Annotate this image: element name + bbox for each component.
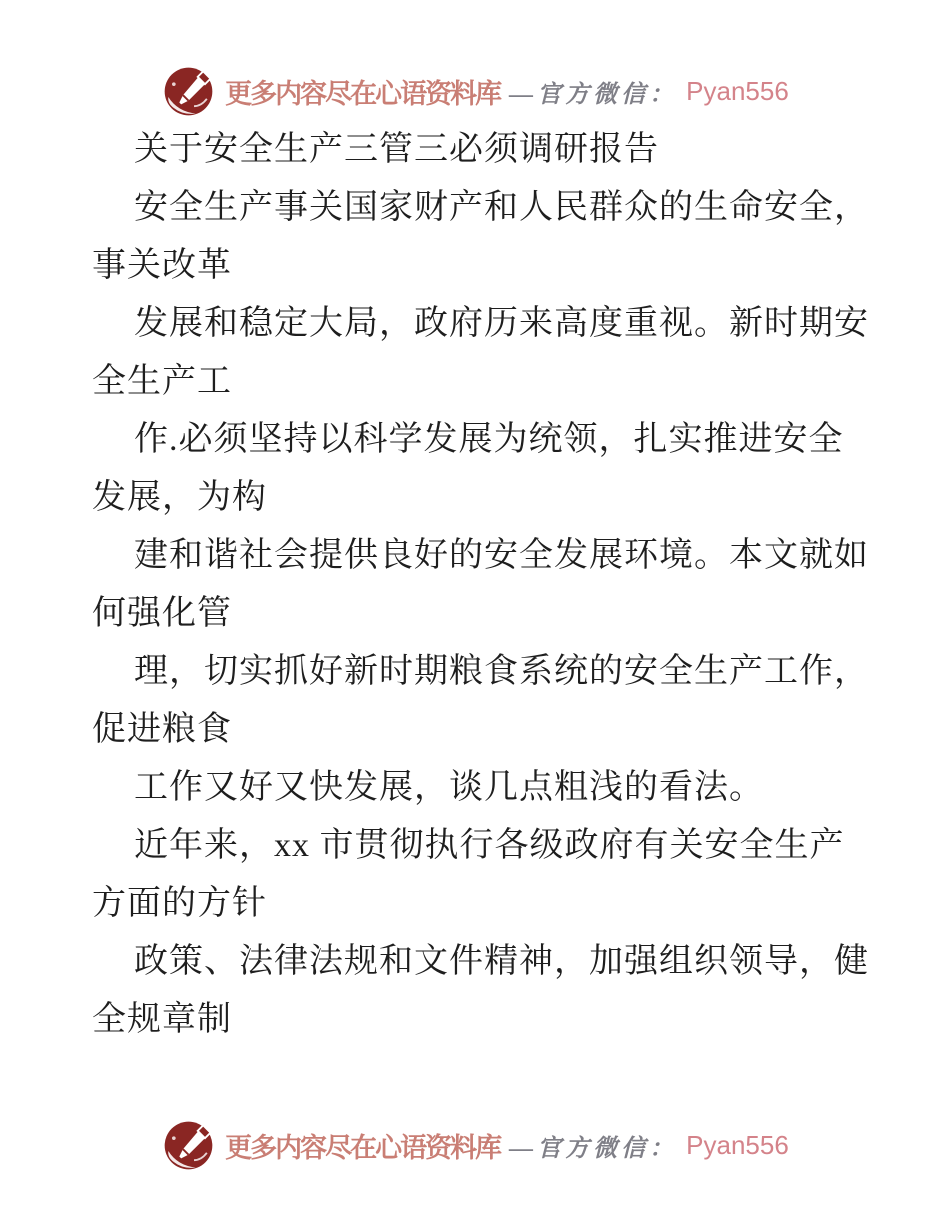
header-watermark — [0, 62, 950, 120]
watermark-wechat-label: —官方微信： — [509, 81, 678, 108]
watermark-brand-text: 更多内容尽在心语资料库 — [225, 1132, 501, 1163]
document-title: 关于安全生产三管三必须调研报告 — [134, 131, 659, 168]
watermark-wechat-id: Pyan556 — [686, 75, 789, 106]
pen-seal-logo-icon — [161, 64, 216, 119]
body-line: 发展，为构 — [92, 479, 267, 516]
pen-seal-logo-icon — [161, 1118, 216, 1173]
body-line: 全规章制 — [92, 1001, 232, 1038]
body-line: 工作又好又快发展，谈几点粗浅的看法。 — [134, 769, 764, 806]
watermark-wechat-label: —官方微信： — [509, 1135, 678, 1162]
watermark-brand-text: 更多内容尽在心语资料库 — [225, 78, 501, 109]
watermark-wechat-id: Pyan556 — [686, 1129, 789, 1160]
body-line: 建和谐社会提供良好的安全发展环境。本文就如 — [134, 537, 869, 574]
body-line: 促进粮食 — [92, 711, 232, 748]
body-line: 作.必须坚持以科学发展为统领，扎实推进安全 — [134, 421, 844, 458]
body-line: 发展和稳定大局，政府历来高度重视。新时期安 — [134, 305, 869, 342]
body-line: 全生产工 — [92, 363, 232, 400]
body-line: 何强化管 — [92, 595, 232, 632]
body-line: 事关改革 — [92, 247, 232, 284]
footer-watermark — [0, 1116, 950, 1174]
document-body — [92, 121, 882, 1049]
body-line: 近年来，xx 市贯彻执行各级政府有关安全生产 — [134, 827, 845, 864]
body-line: 方面的方针 — [92, 885, 267, 922]
body-line: 理，切实抓好新时期粮食系统的安全生产工作， — [134, 653, 869, 690]
body-line: 安全生产事关国家财产和人民群众的生命安全， — [134, 189, 869, 226]
body-line: 政策、法律法规和文件精神，加强组织领导，健 — [134, 943, 869, 980]
